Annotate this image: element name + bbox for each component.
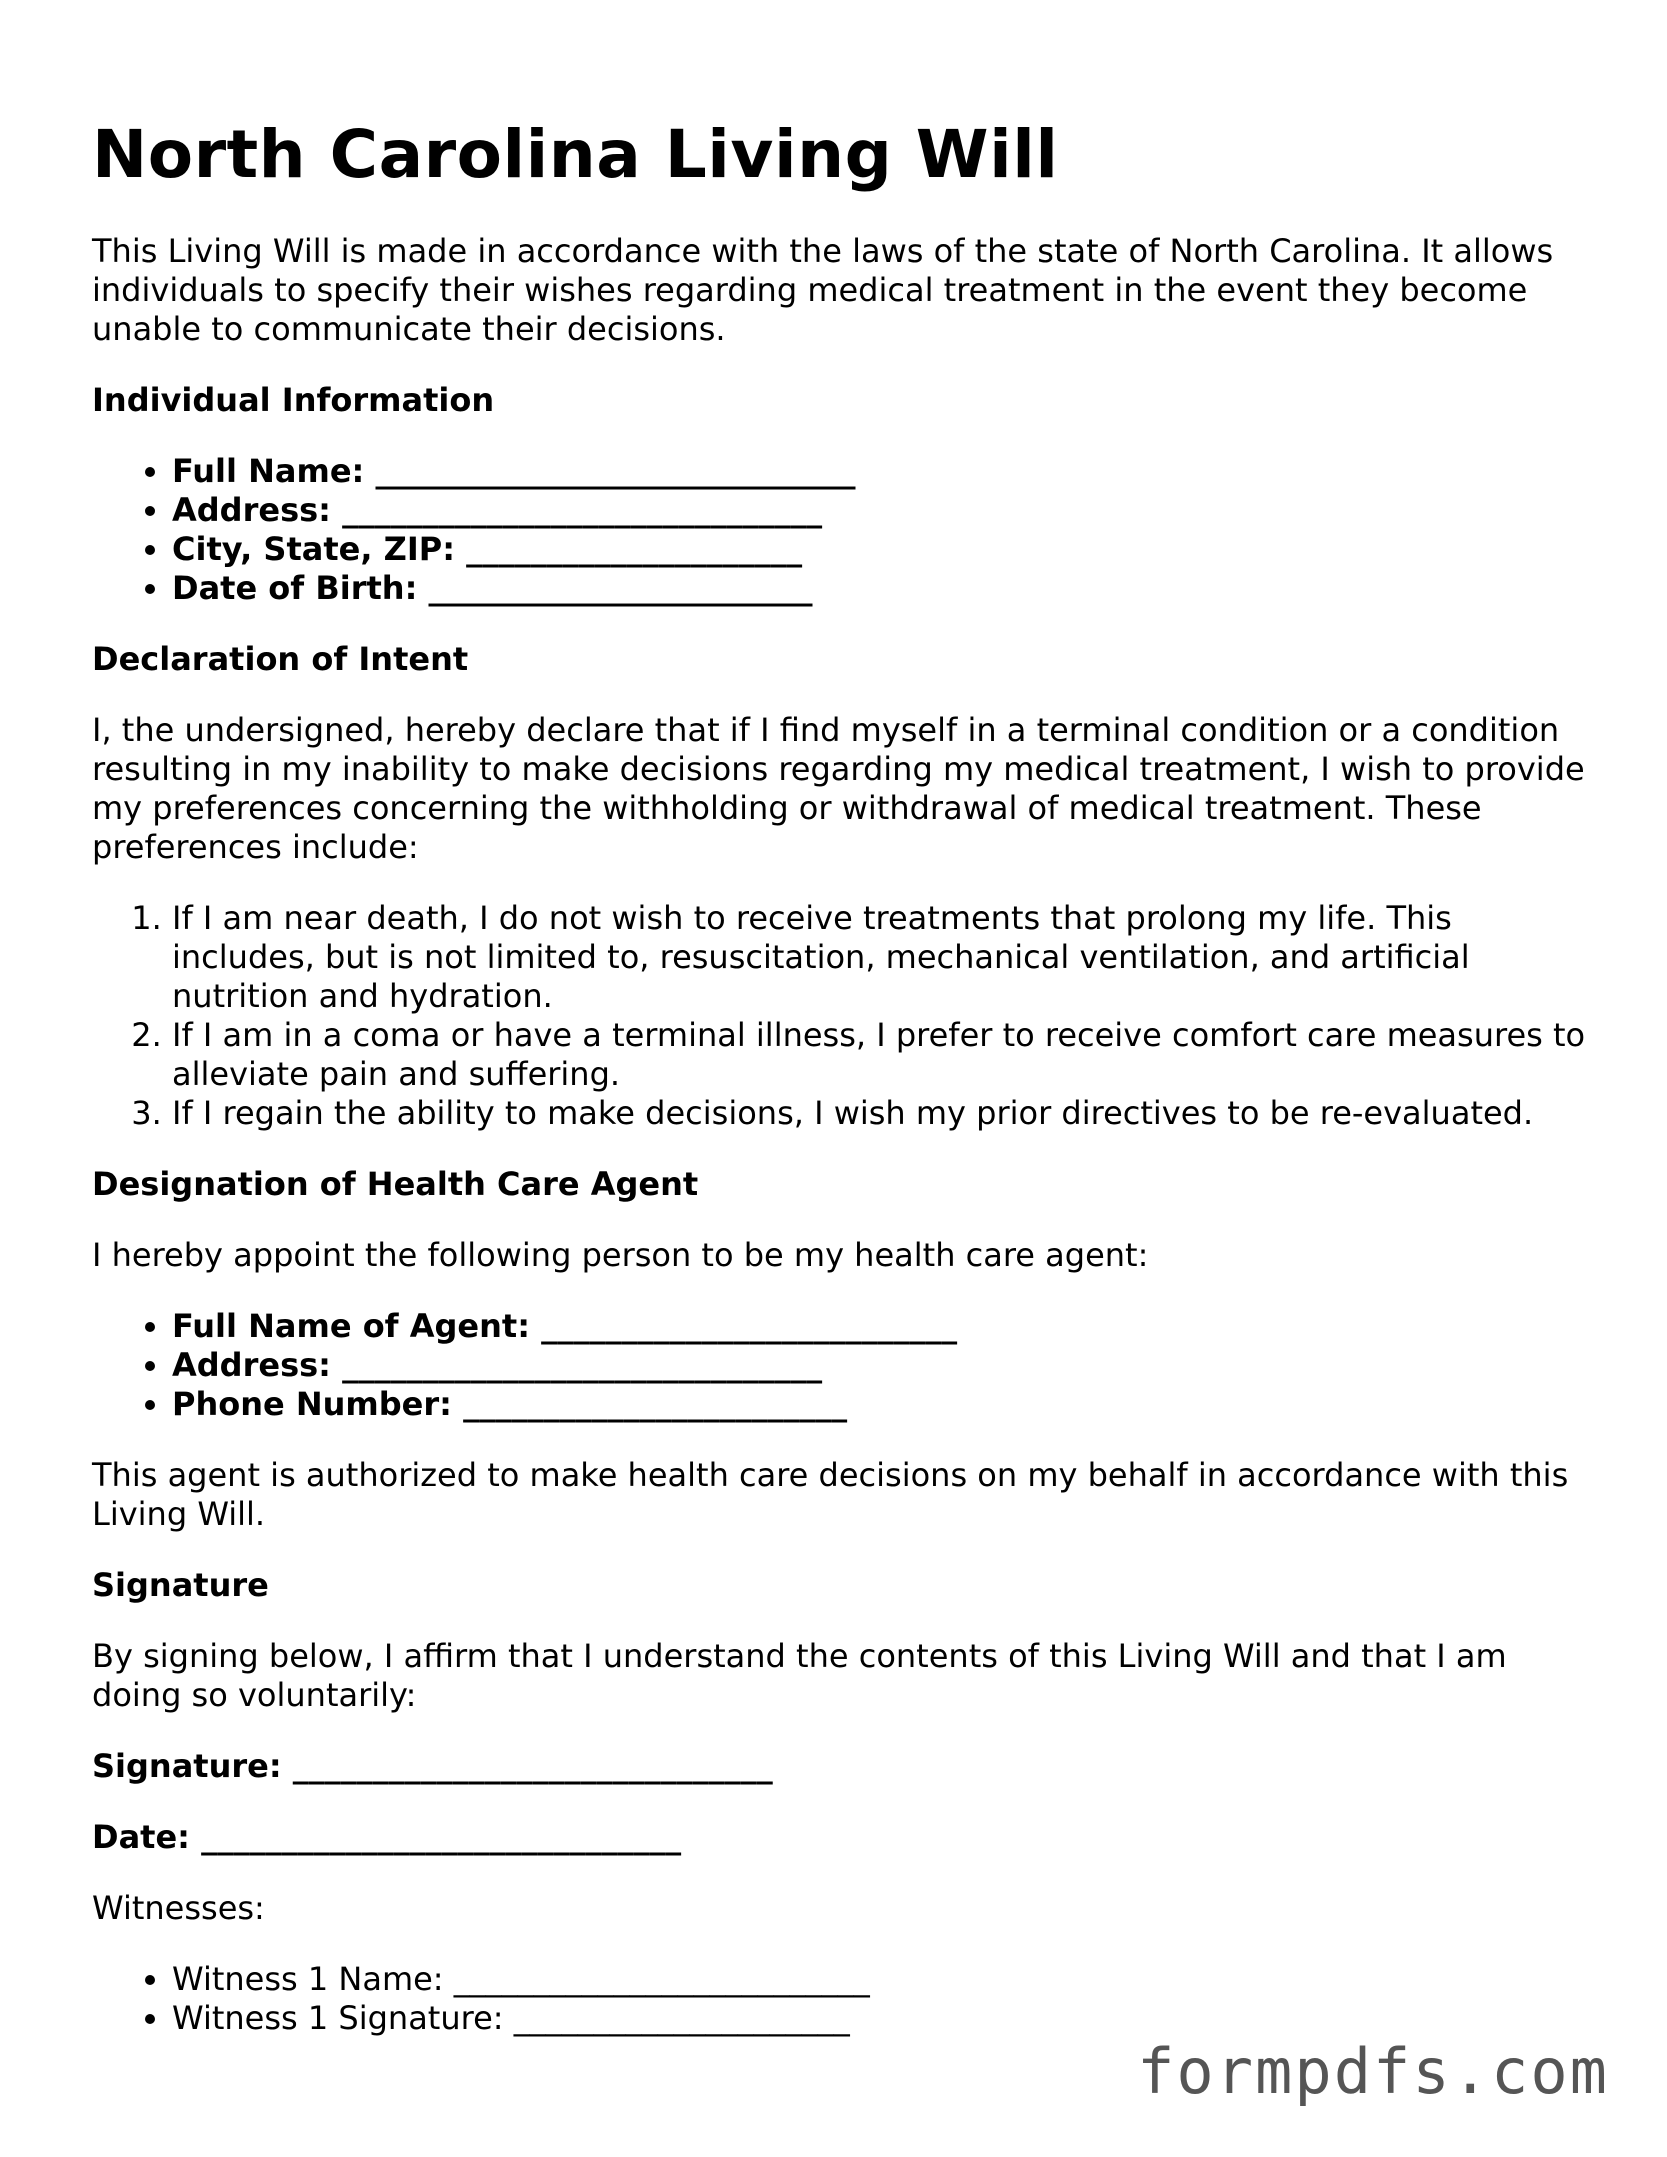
agent-info-list xyxy=(92,1307,1592,1424)
address-label: Address: xyxy=(172,491,331,530)
date-blank[interactable]: ______________________________ xyxy=(201,1818,682,1857)
date-of-birth-label: Date of Birth: xyxy=(172,569,418,608)
date-of-birth-field[interactable] xyxy=(172,569,1592,608)
date-field[interactable] xyxy=(92,1818,1592,1857)
agent-phone-label: Phone Number: xyxy=(172,1385,452,1424)
agent-full-name-blank[interactable]: __________________________ xyxy=(541,1307,958,1346)
full-name-label: Full Name: xyxy=(172,452,365,491)
agent-phone-field[interactable] xyxy=(172,1385,1592,1424)
agent-authorization-paragraph: This agent is authorized to make health care decisions on my behalf in accordance with this Living Will. xyxy=(92,1456,1569,1534)
address-field[interactable] xyxy=(172,491,1592,530)
page-title: North Carolina Living Will xyxy=(92,116,1059,193)
watermark: formpdfs.com xyxy=(1137,2035,1609,2108)
witnesses-list xyxy=(92,1960,1592,2038)
intro-paragraph: This Living Will is made in accordance with the laws of the state of North Carolina. It allows individuals to specify their wishes regarding medical treatment in the event they become unable to communicate their decisions. xyxy=(92,232,1554,349)
city-state-zip-label: City, State, ZIP: xyxy=(172,530,456,569)
signature-heading: Signature xyxy=(92,1566,269,1605)
agent-address-label: Address: xyxy=(172,1346,331,1385)
agent-full-name-field[interactable] xyxy=(172,1307,1592,1346)
date-of-birth-blank[interactable]: ________________________ xyxy=(428,569,813,608)
agent-heading: Designation of Health Care Agent xyxy=(92,1165,699,1204)
preference-item: 3. If I regain the ability to make decisions, I wish my prior directives to be re-evaluated. xyxy=(172,1094,1592,1133)
city-state-zip-field[interactable] xyxy=(172,530,1592,569)
full-name-blank[interactable]: ______________________________ xyxy=(375,452,856,491)
witness-1-name-blank[interactable]: __________________________ xyxy=(453,1960,870,1999)
full-name-field[interactable] xyxy=(172,452,1592,491)
signature-field[interactable] xyxy=(92,1747,1592,1786)
agent-address-field[interactable] xyxy=(172,1346,1592,1385)
individual-info-list xyxy=(92,452,1592,608)
signature-label: Signature: xyxy=(92,1747,282,1786)
signature-paragraph: By signing below, I affirm that I understand the contents of this Living Will and that I am doing so voluntarily: xyxy=(92,1637,1507,1715)
individual-info-heading: Individual Information xyxy=(92,381,495,420)
declaration-paragraph: I, the undersigned, hereby declare that if I find myself in a terminal condition or a condition resulting in my inability to make decisions regarding my medical treatment, I wish to provide my preferences concerning the withholding or withdrawal of medical treatment. These preferences include: xyxy=(92,711,1585,867)
witness-1-signature-blank[interactable]: _____________________ xyxy=(513,1999,850,2038)
witness-1-signature-label: Witness 1 Signature: xyxy=(172,1999,504,2038)
signature-blank[interactable]: ______________________________ xyxy=(292,1747,773,1786)
city-state-zip-blank[interactable]: _____________________ xyxy=(466,530,803,569)
document-page xyxy=(92,115,1592,2070)
preference-item: 1. If I am near death, I do not wish to receive treatments that prolong my life. This includes, but is not limited to, resuscitation, mechanical ventilation, and artificial nutrition and hydration. xyxy=(172,899,1592,1016)
preference-item: 2. If I am in a coma or have a terminal illness, I prefer to receive comfort care measures to alleviate pain and suffering. xyxy=(172,1016,1592,1094)
witnesses-label: Witnesses: xyxy=(92,1889,265,1928)
agent-address-blank[interactable]: ______________________________ xyxy=(342,1346,823,1385)
agent-full-name-label: Full Name of Agent: xyxy=(172,1307,530,1346)
declaration-heading: Declaration of Intent xyxy=(92,640,469,679)
address-blank[interactable]: ______________________________ xyxy=(342,491,823,530)
agent-phone-blank[interactable]: ________________________ xyxy=(463,1385,848,1424)
declaration-preferences-list xyxy=(92,899,1592,1133)
agent-paragraph: I hereby appoint the following person to be my health care agent: xyxy=(92,1236,1149,1275)
witness-1-name-field[interactable] xyxy=(172,1960,1592,1999)
witness-1-name-label: Witness 1 Name: xyxy=(172,1960,444,1999)
witness-1-signature-field[interactable] xyxy=(172,1999,1592,2038)
date-label: Date: xyxy=(92,1818,190,1857)
